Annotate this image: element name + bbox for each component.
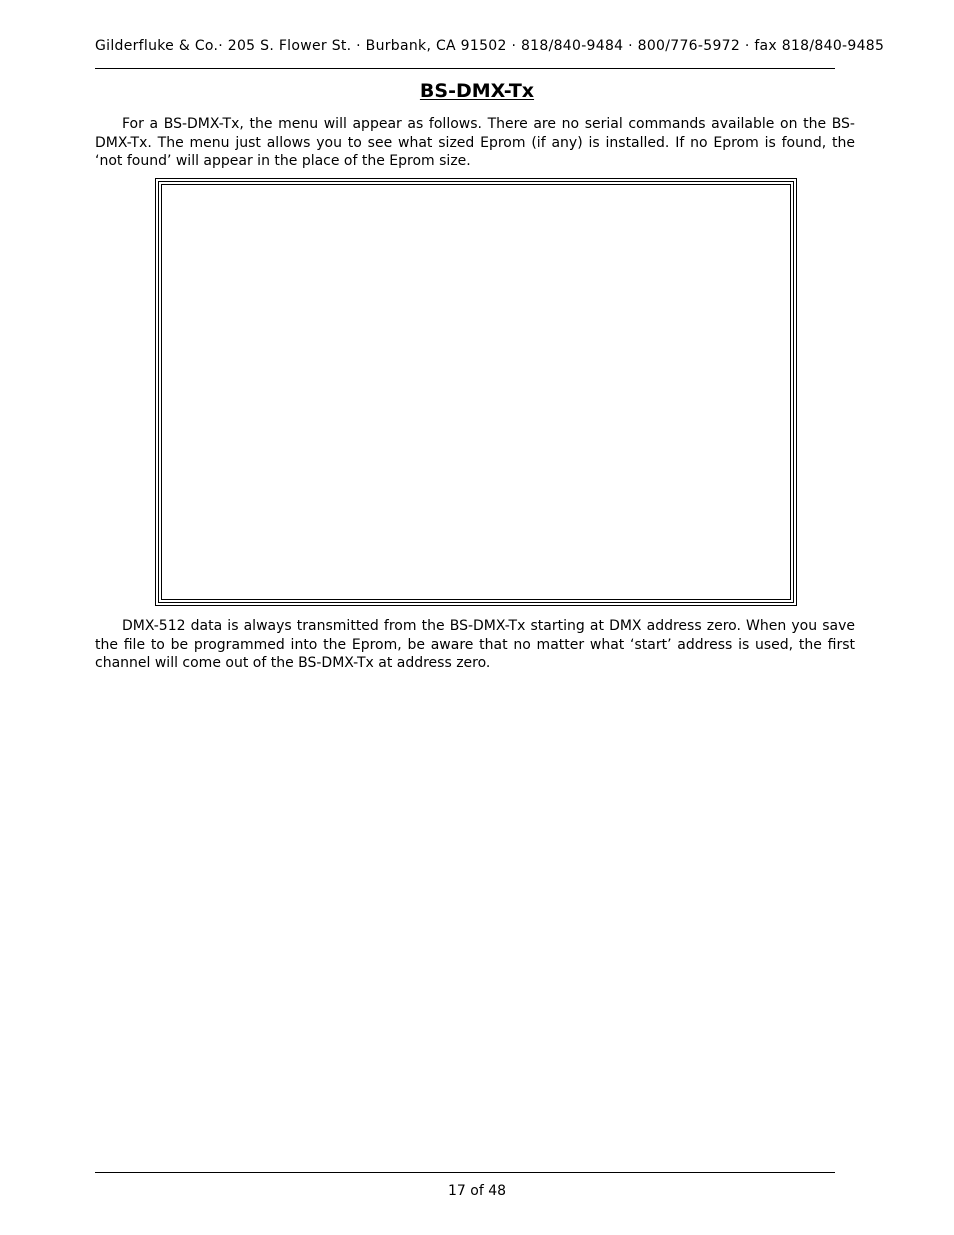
footer-divider [95, 1172, 835, 1173]
section-title: BS-DMX-Tx [419, 80, 535, 102]
intro-paragraph: For a BS-DMX-Tx, the menu will appear as follows. There are no serial commands available on the BS-DMX-Tx. The menu just allows you to see what sized Eprom (if any) is installed. If no Eprom is found, the ‘not found’ will appear in the place of the Eprom size. [95, 116, 855, 169]
page-header: Gilderfluke & Co.· 205 S. Flower St. · Burbank, CA 91502 · 818/840-9484 · 800/776-5972 · fax 818/840-9485 [95, 38, 885, 54]
menu-display-box [155, 178, 797, 606]
dmx-paragraph: DMX-512 data is always transmitted from the BS-DMX-Tx starting at DMX address zero. When you save the file to be programmed into the Eprom, be aware that no matter what ‘start’ address is used, the first channel will come out of the BS-DMX-Tx at address zero. [95, 618, 855, 671]
page-number: 17 of 48 [447, 1183, 507, 1199]
header-divider [95, 68, 835, 69]
menu-display-inner-frame [161, 184, 791, 600]
